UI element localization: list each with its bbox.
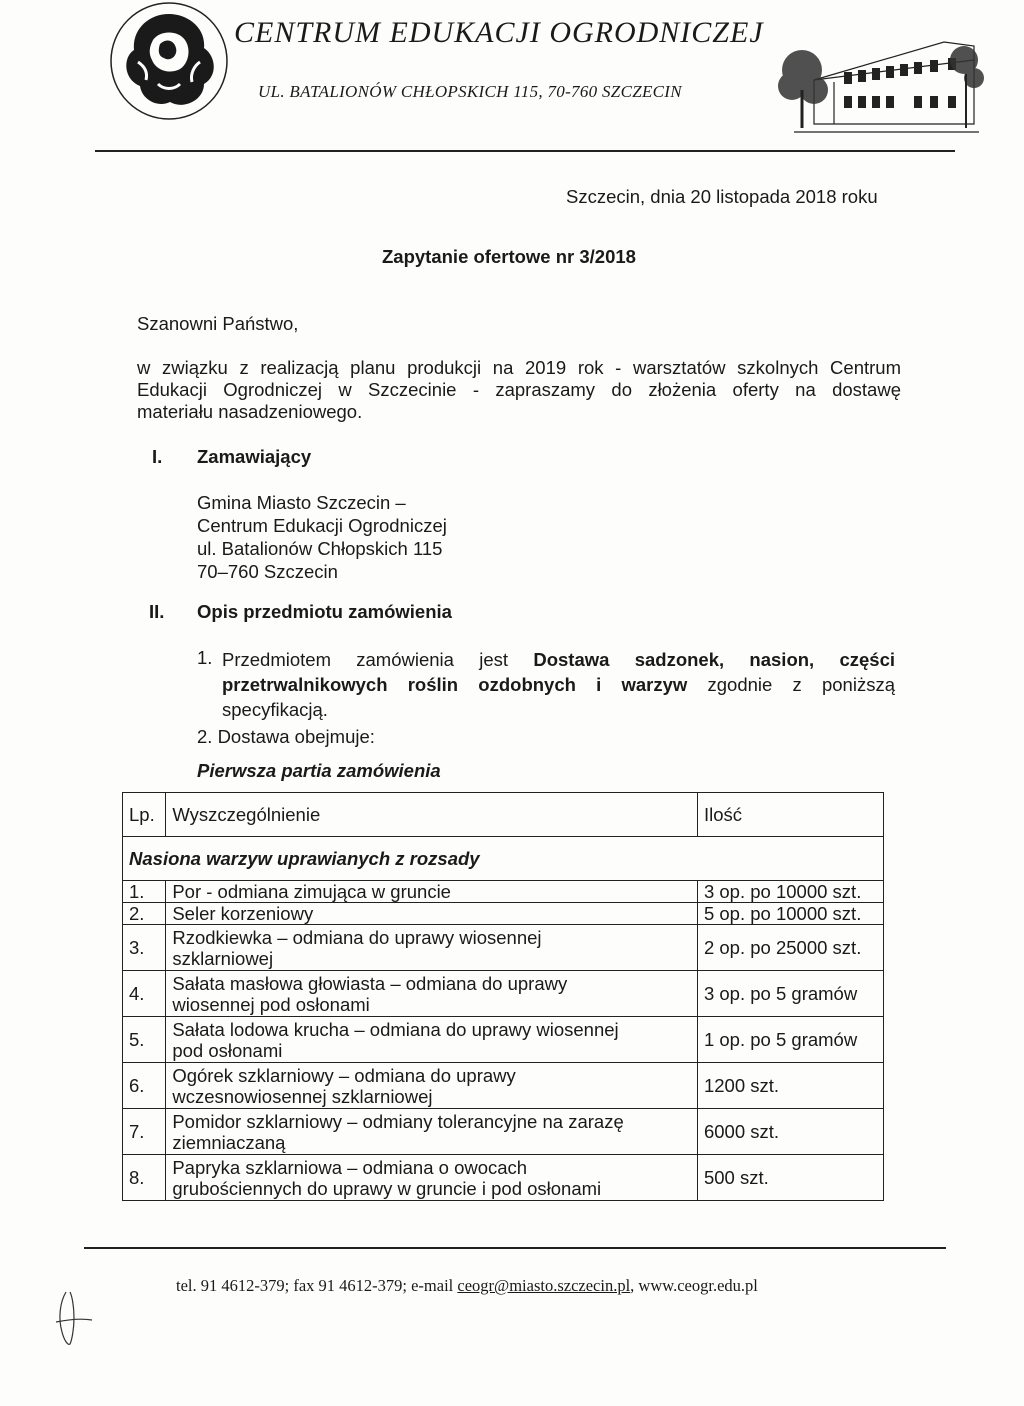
document-date: Szczecin, dnia 20 listopada 2018 roku: [566, 186, 878, 207]
row-quantity: 6000 szt.: [697, 1109, 883, 1155]
row-description: [166, 925, 698, 971]
row-description-line: wiosennej pod osłonami: [172, 993, 370, 1015]
item-number: 1.: [197, 647, 213, 668]
row-quantity: 5 op. po 10000 szt.: [697, 903, 883, 925]
row-description: Por - odmiana zimująca w gruncie: [166, 881, 698, 903]
row-description: [166, 1109, 698, 1155]
subject-line: specyfikacją.: [222, 699, 328, 720]
row-description-line: Pomidor szklarniowy – odmiany tolerancyjne na zarazę: [172, 1110, 624, 1132]
school-building-icon: [774, 20, 984, 138]
table-row: [123, 971, 884, 1017]
orderer-line: Gmina Miasto Szczecin –: [197, 492, 406, 513]
row-description-line: Papryka szklarniowa – odmiana o owocach: [172, 1156, 528, 1178]
document-title: Zapytanie ofertowe nr 3/2018: [382, 246, 636, 267]
table-row: [123, 1017, 884, 1063]
footer-contact-text: tel. 91 4612-379; fax 91 4612-379; e-mail: [176, 1276, 454, 1295]
email-link[interactable]: ceogr@miasto.szczecin.pl: [457, 1276, 631, 1295]
row-description-line: grubościennych do uprawy w gruncie i pod osłonami: [172, 1177, 602, 1199]
table-row: [123, 1109, 884, 1155]
orderer-line: ul. Batalionów Chłopskich 115: [197, 538, 443, 559]
row-description-line: szklarniowej: [172, 947, 274, 969]
handwritten-page-number-icon: [52, 1288, 96, 1350]
row-quantity: 3 op. po 10000 szt.: [697, 881, 883, 903]
row-lp: 1.: [123, 881, 166, 903]
row-description: [166, 971, 698, 1017]
row-description-line: pod osłonami: [172, 1039, 283, 1061]
subject-line: [222, 647, 895, 672]
subject-description: [222, 647, 895, 722]
row-quantity: 2 op. po 25000 szt.: [697, 925, 883, 971]
row-description-line: Ogórek szklarniowy – odmiana do uprawy: [172, 1064, 516, 1086]
header-quantity: Ilość: [697, 793, 883, 837]
row-description-line: Sałata masłowa głowiasta – odmiana do uprawy: [172, 972, 568, 994]
row-description-line: wczesnowiosennej szklarniowej: [172, 1085, 433, 1107]
section-number: I.: [152, 446, 163, 467]
footer-separator: ,: [630, 1276, 635, 1295]
row-quantity: 1200 szt.: [697, 1063, 883, 1109]
specification-table: [122, 792, 884, 1201]
subject-bold-text: przetrwalnikowych roślin ozdobnych i warzyw: [222, 674, 688, 695]
row-lp: 5.: [123, 1017, 166, 1063]
table-row: [123, 925, 884, 971]
table-header-row: [123, 793, 884, 837]
orderer-line: Centrum Edukacji Ogrodniczej: [197, 515, 447, 536]
row-lp: 2.: [123, 903, 166, 925]
section-title-orderer: Zamawiający: [197, 446, 312, 467]
footer-divider: [84, 1247, 946, 1249]
row-description-line: Rzodkiewka – odmiana do uprawy wiosennej: [172, 926, 542, 948]
row-lp: 4.: [123, 971, 166, 1017]
row-lp: 7.: [123, 1109, 166, 1155]
header-description: Wyszczególnienie: [166, 793, 698, 837]
footer-contact: [176, 1276, 758, 1296]
row-lp: 6.: [123, 1063, 166, 1109]
table-category-row: [123, 837, 884, 881]
header-divider: [95, 150, 955, 152]
table-row: [123, 881, 884, 903]
row-description: [166, 1063, 698, 1109]
category-label: Nasiona warzyw uprawianych z rozsady: [123, 837, 884, 881]
intro-line: Edukacji Ogrodniczej w Szczecinie - zapraszamy do złożenia oferty na dostawę: [137, 379, 901, 400]
row-description: [166, 1017, 698, 1063]
rose-logo-icon: [108, 0, 230, 122]
row-description-line: ziemniaczaną: [172, 1131, 286, 1153]
subject-text: zgodnie z poniższą: [707, 674, 895, 695]
subject-line: [222, 672, 895, 697]
row-quantity: 500 szt.: [697, 1155, 883, 1201]
table-row: [123, 1063, 884, 1109]
intro-paragraph: [137, 357, 901, 423]
row-lp: 8.: [123, 1155, 166, 1201]
subject-text: Przedmiotem zamówienia jest: [222, 649, 509, 670]
section-title-subject: Opis przedmiotu zamówienia: [197, 601, 452, 622]
intro-line: w związku z realizacją planu produkcji na 2019 rok - warsztatów szkolnych Centrum: [137, 357, 901, 378]
row-lp: 3.: [123, 925, 166, 971]
row-quantity: 1 op. po 5 gramów: [697, 1017, 883, 1063]
batch-title: Pierwsza partia zamówienia: [197, 760, 441, 781]
subject-bold-text: Dostawa sadzonek, nasion, części: [533, 649, 896, 670]
table-row: [123, 903, 884, 925]
row-description: Seler korzeniowy: [166, 903, 698, 925]
website-link[interactable]: www.ceogr.edu.pl: [638, 1276, 758, 1295]
table-row: [123, 1155, 884, 1201]
row-quantity: 3 op. po 5 gramów: [697, 971, 883, 1017]
orderer-line: 70–760 Szczecin: [197, 561, 338, 582]
delivery-scope: 2. Dostawa obejmuje:: [197, 726, 375, 747]
section-number: II.: [149, 601, 165, 622]
organization-address: UL. BATALIONÓW CHŁOPSKICH 115, 70-760 SZCZECIN: [258, 82, 682, 101]
intro-line: materiału nasadzeniowego.: [137, 401, 363, 422]
salutation: Szanowni Państwo,: [137, 313, 299, 334]
header-lp: Lp.: [123, 793, 166, 837]
organization-name: CENTRUM EDUKACJI OGRODNICZEJ: [234, 16, 764, 49]
orderer-address: [197, 491, 447, 583]
row-description-line: Sałata lodowa krucha – odmiana do uprawy wiosennej: [172, 1018, 619, 1040]
row-description: [166, 1155, 698, 1201]
